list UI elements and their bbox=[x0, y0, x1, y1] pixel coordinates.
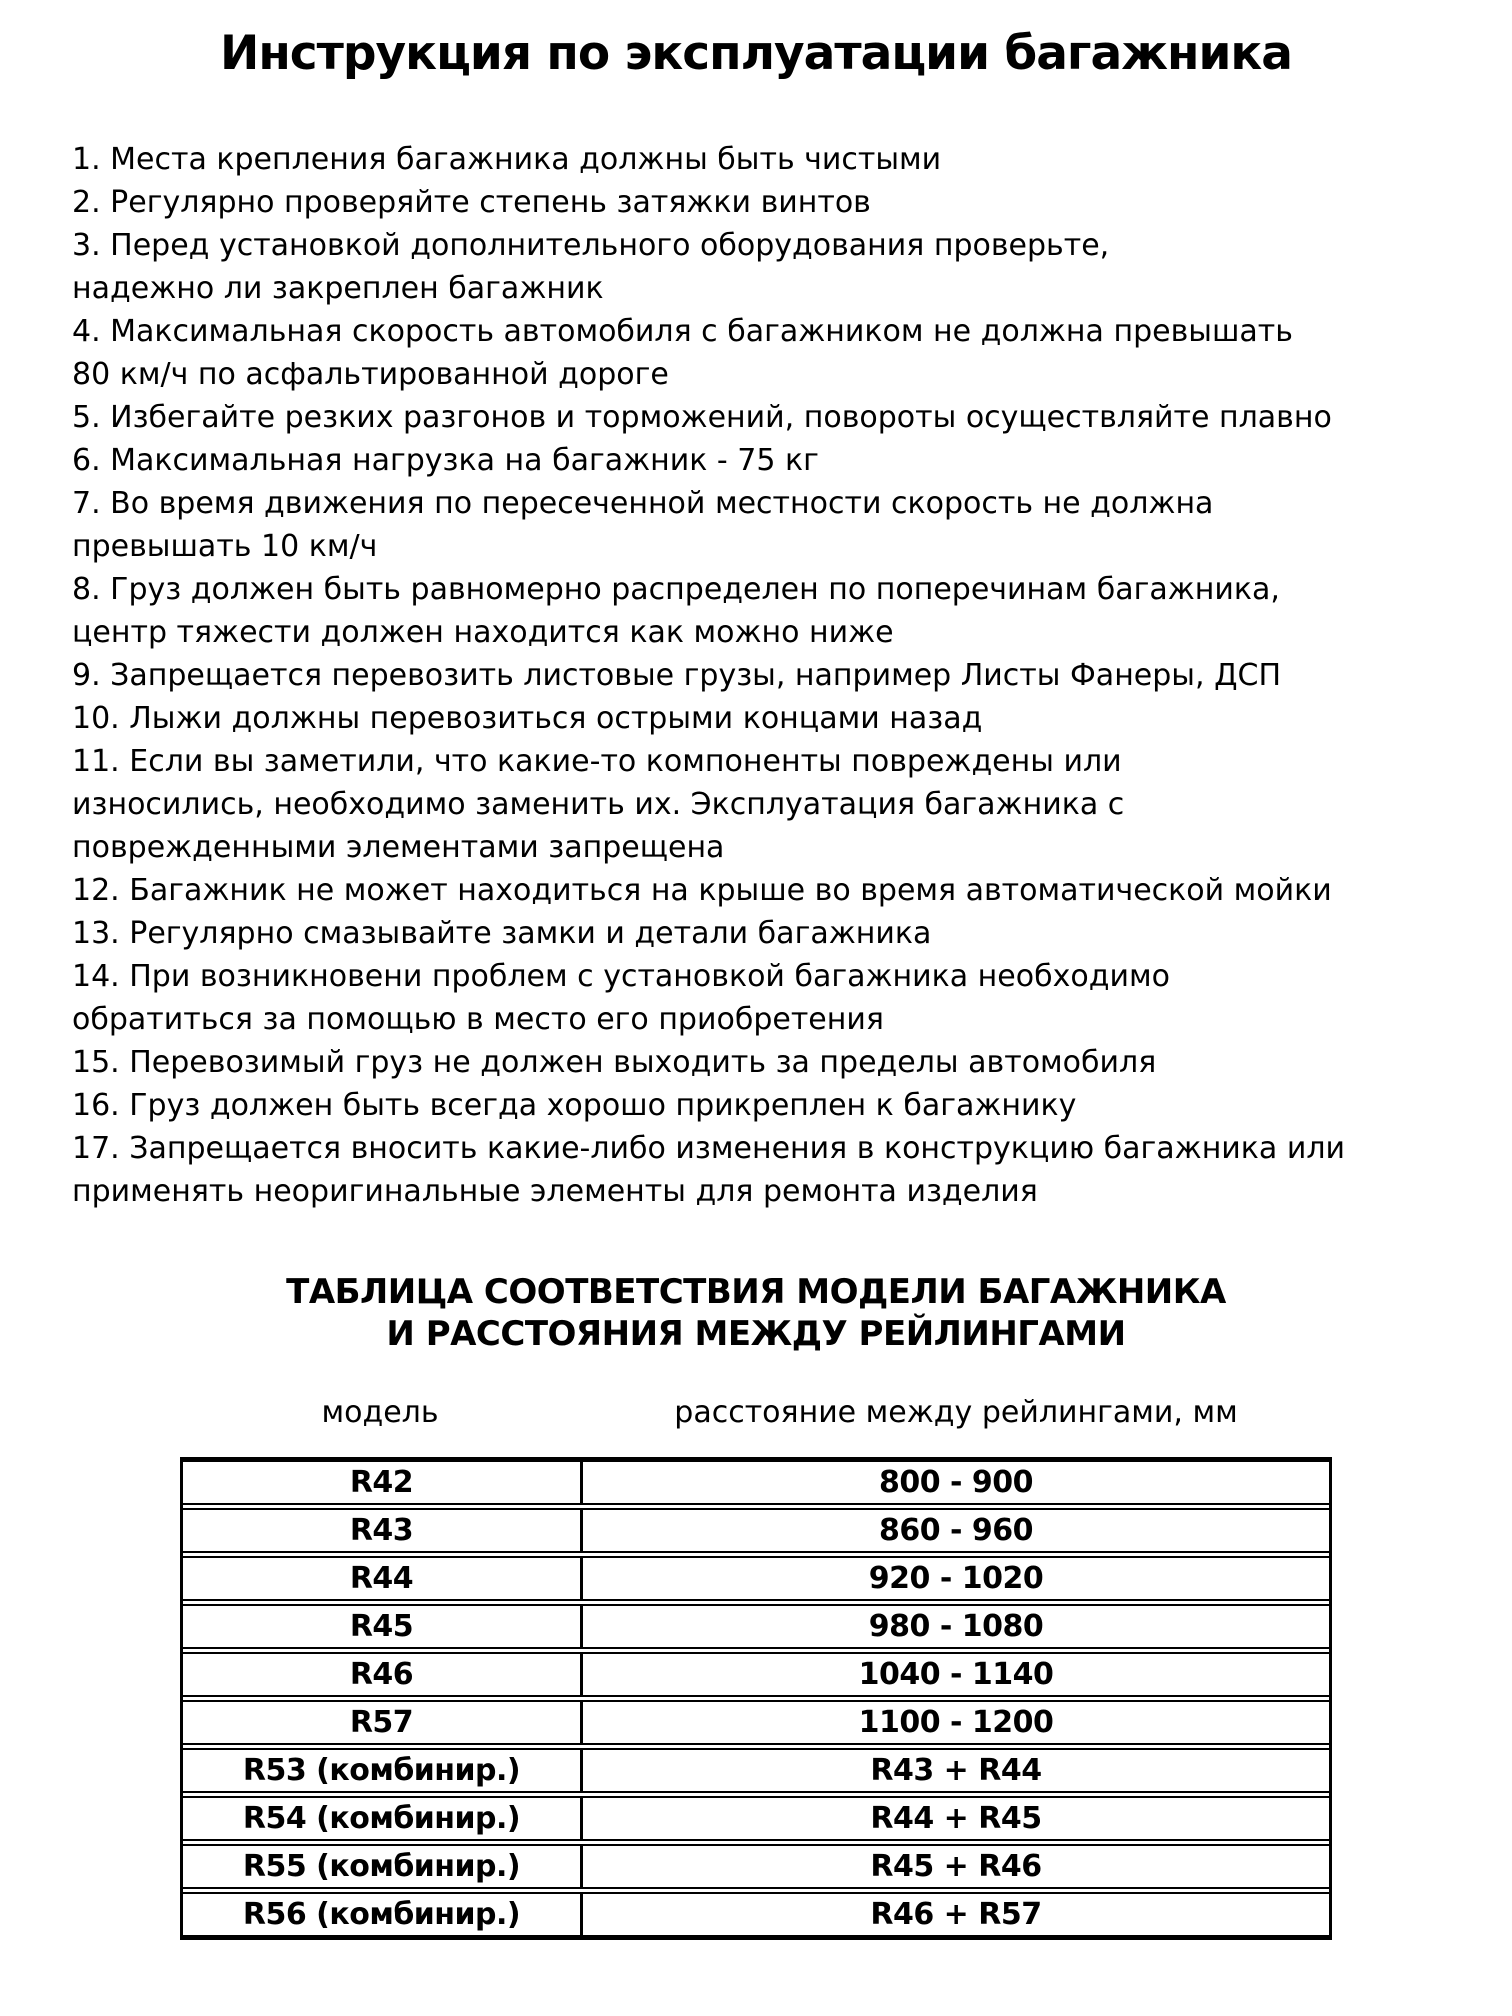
table-row bbox=[183, 1556, 1329, 1601]
distance-cell: 800 - 900 bbox=[878, 1465, 1034, 1500]
model-cell: R53 (комбинир.) bbox=[183, 1750, 583, 1791]
instruction-line: 6. Максимальная нагрузка на багажник - 75 кг bbox=[72, 443, 819, 478]
column-header-model: модель bbox=[321, 1395, 439, 1430]
table-column-headers bbox=[180, 1395, 1332, 1431]
instruction-line: 2. Регулярно проверяйте степень затяжки винтов bbox=[72, 185, 871, 220]
model-cell: R54 (комбинир.) bbox=[183, 1798, 583, 1839]
instruction-line: 13. Регулярно смазывайте замки и детали багажника bbox=[72, 916, 932, 951]
table-heading bbox=[0, 1271, 1512, 1355]
table-row bbox=[183, 1604, 1329, 1649]
table-row bbox=[183, 1748, 1329, 1793]
instruction-line: 4. Максимальная скорость автомобиля с багажником не должна превышать bbox=[72, 314, 1293, 349]
model-cell: R57 bbox=[183, 1702, 583, 1743]
distance-cell: 920 - 1020 bbox=[868, 1561, 1044, 1596]
instruction-line: 14. При возникновени проблем с установкой багажника необходимо bbox=[72, 959, 1170, 994]
table-row bbox=[183, 1460, 1329, 1505]
instruction-line: центр тяжести должен находится как можно ниже bbox=[72, 615, 894, 650]
instruction-line: 7. Во время движения по пересеченной местности скорость не должна bbox=[72, 486, 1214, 521]
instruction-line: 3. Перед установкой дополнительного оборудования проверьте, bbox=[72, 228, 1110, 263]
model-cell: R56 (комбинир.) bbox=[183, 1894, 583, 1935]
instruction-line: износились, необходимо заменить их. Эксплуатация багажника с bbox=[72, 787, 1125, 822]
distance-cell: R43 + R44 bbox=[870, 1753, 1042, 1788]
table-row bbox=[183, 1796, 1329, 1841]
table-row bbox=[183, 1844, 1329, 1889]
instruction-line: поврежденными элементами запрещена bbox=[72, 830, 725, 865]
distance-cell: 980 - 1080 bbox=[868, 1609, 1044, 1644]
model-cell: R46 bbox=[183, 1654, 583, 1695]
instructions-list bbox=[72, 138, 1472, 1213]
table-heading-line-2: И РАССТОЯНИЯ МЕЖДУ РЕЙЛИНГАМИ bbox=[386, 1314, 1126, 1354]
page-title: Инструкция по эксплуатации багажника bbox=[219, 26, 1292, 81]
table-row bbox=[183, 1700, 1329, 1745]
instruction-line: превышать 10 км/ч bbox=[72, 529, 378, 564]
table-row bbox=[183, 1508, 1329, 1553]
instruction-line: 11. Если вы заметили, что какие-то компоненты повреждены или bbox=[72, 744, 1122, 779]
instruction-line: 9. Запрещается перевозить листовые грузы, например Листы Фанеры, ДСП bbox=[72, 658, 1282, 693]
model-cell: R55 (комбинир.) bbox=[183, 1846, 583, 1887]
instruction-line: надежно ли закреплен багажник bbox=[72, 271, 604, 306]
instruction-line: 5. Избегайте резких разгонов и торможений, повороты осуществляйте плавно bbox=[72, 400, 1332, 435]
instruction-line: 17. Запрещается вносить какие-либо изменения в конструкцию багажника или bbox=[72, 1131, 1346, 1166]
distance-cell: R45 + R46 bbox=[870, 1849, 1042, 1884]
instruction-line: применять неоригинальные элементы для ремонта изделия bbox=[72, 1174, 1038, 1209]
model-cell: R44 bbox=[183, 1558, 583, 1599]
instruction-line: 15. Перевозимый груз не должен выходить за пределы автомобиля bbox=[72, 1045, 1157, 1080]
table-heading-line-1: ТАБЛИЦА СООТВЕТСТВИЯ МОДЕЛИ БАГАЖНИКА bbox=[286, 1272, 1226, 1312]
model-cell: R42 bbox=[183, 1462, 583, 1503]
instruction-line: 12. Багажник не может находиться на крыше во время автоматической мойки bbox=[72, 873, 1332, 908]
model-cell: R43 bbox=[183, 1510, 583, 1551]
instruction-line: 8. Груз должен быть равномерно распределен по поперечинам багажника, bbox=[72, 572, 1280, 607]
model-cell: R45 bbox=[183, 1606, 583, 1647]
instruction-line: 16. Груз должен быть всегда хорошо прикреплен к багажнику bbox=[72, 1088, 1077, 1123]
distance-cell: R46 + R57 bbox=[870, 1897, 1042, 1932]
distance-cell: 860 - 960 bbox=[878, 1513, 1034, 1548]
distance-cell: R44 + R45 bbox=[870, 1801, 1042, 1836]
table-row bbox=[183, 1652, 1329, 1697]
distance-cell: 1100 - 1200 bbox=[858, 1705, 1054, 1740]
distance-cell: 1040 - 1140 bbox=[858, 1657, 1054, 1692]
instruction-line: 10. Лыжи должны перевозиться острыми концами назад bbox=[72, 701, 983, 736]
instruction-line: 80 км/ч по асфальтированной дороге bbox=[72, 357, 669, 392]
column-header-distance: расстояние между рейлингами, мм bbox=[674, 1395, 1238, 1430]
instruction-line: 1. Места крепления багажника должны быть чистыми bbox=[72, 142, 942, 177]
table-row bbox=[183, 1892, 1329, 1937]
compatibility-table bbox=[180, 1457, 1332, 1940]
instruction-line: обратиться за помощью в место его приобретения bbox=[72, 1002, 884, 1037]
